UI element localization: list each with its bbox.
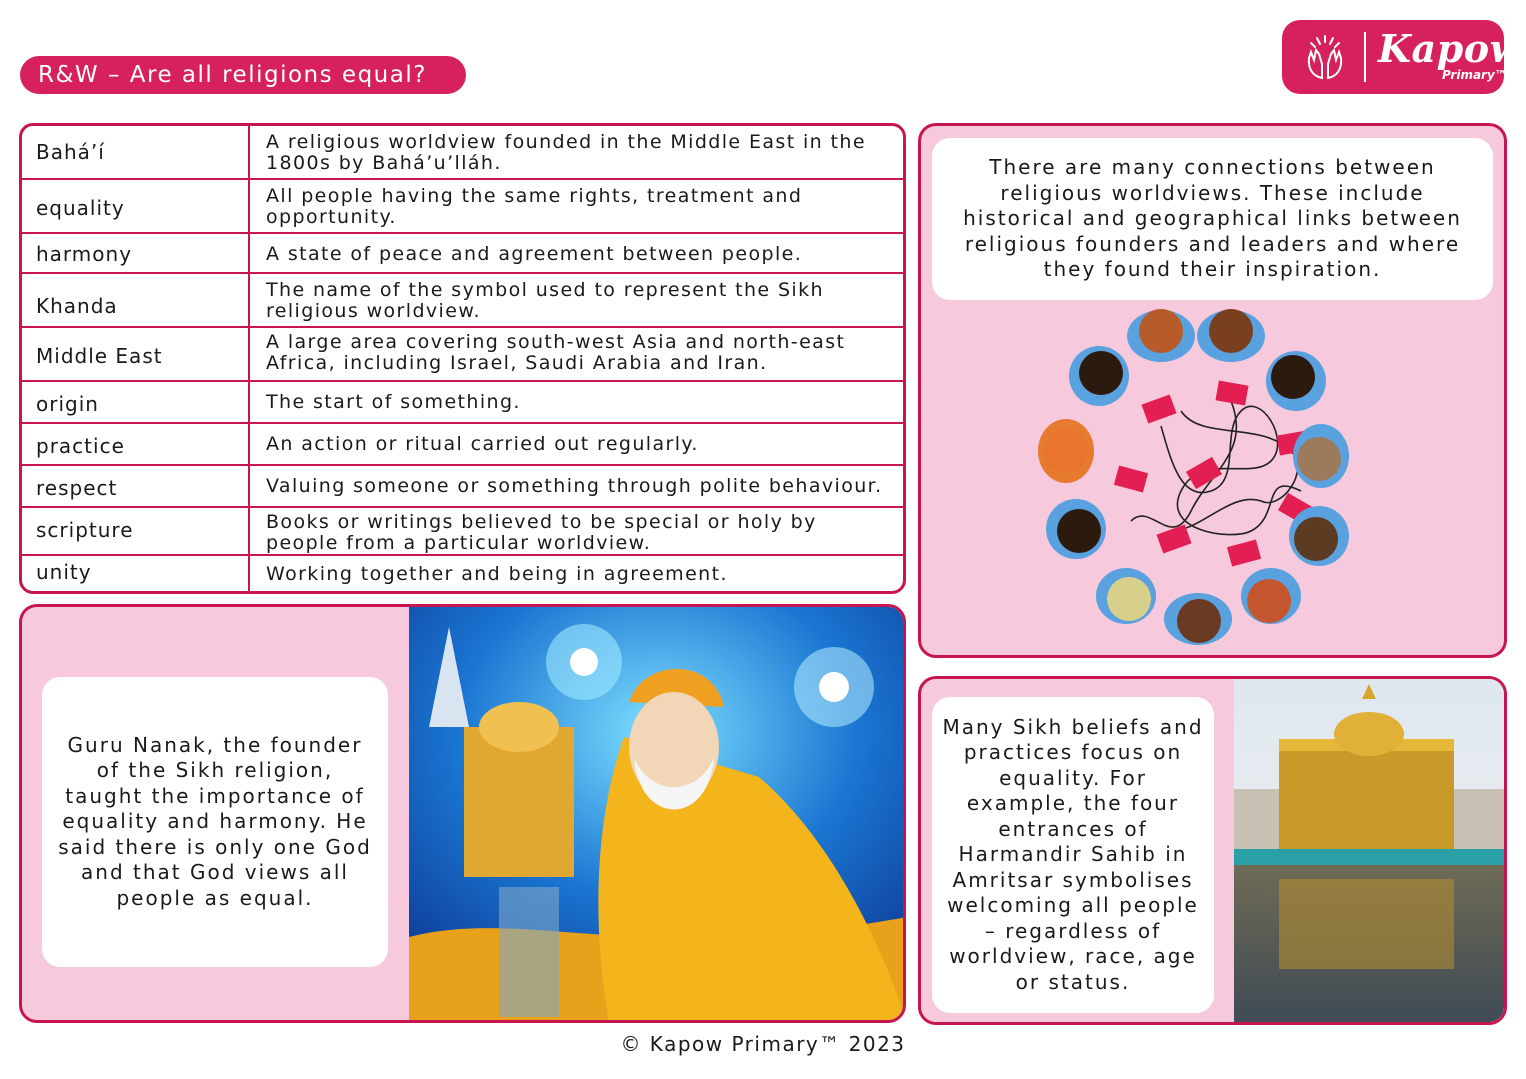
table-row xyxy=(22,554,903,594)
glossary-term: harmony xyxy=(36,242,133,266)
people-circle-illustration xyxy=(1031,301,1401,646)
glossary-term: origin xyxy=(36,392,99,416)
glossary-term: Middle East xyxy=(36,344,163,368)
logo-divider xyxy=(1364,32,1366,82)
glossary-definition: All people having the same rights, treatment and opportunity. xyxy=(266,185,803,228)
connections-text: There are many connections between religious worldviews. These include historical and geographical links between religious founders and leaders and where they found their inspiration. xyxy=(932,138,1493,300)
glossary-definition: A state of peace and agreement between people. xyxy=(266,243,803,265)
table-row xyxy=(22,126,903,180)
glossary-definition: Books or writings believed to be special or holy by people from a particular worldview. xyxy=(266,511,817,554)
logo-wordmark: Kapow xyxy=(1378,26,1523,71)
harmandir-sahib-photo xyxy=(1234,679,1507,1025)
table-row xyxy=(22,422,903,464)
glossary-term: Bahá’í xyxy=(36,140,105,164)
glossary-definition: Valuing someone or something through polite behaviour. xyxy=(266,475,883,497)
glossary-term: Khanda xyxy=(36,294,118,318)
glossary-term: respect xyxy=(36,476,118,500)
glossary-definition: Working together and being in agreement. xyxy=(266,563,728,585)
glossary-definition: A religious worldview founded in the Middle East in the 1800s by Bahá’u’lláh. xyxy=(266,131,866,174)
table-row xyxy=(22,464,903,506)
table-row xyxy=(22,272,903,328)
guru-nanak-text: Guru Nanak, the founder of the Sikh religion, taught the importance of equality and harmony. He said there is only one God and that God views all people as equal. xyxy=(42,677,388,967)
connections-panel xyxy=(918,123,1507,658)
logo-subtitle: Primary™ xyxy=(1442,68,1507,82)
table-row xyxy=(22,380,903,422)
table-row xyxy=(22,506,903,556)
table-row xyxy=(22,232,903,274)
glossary-term: equality xyxy=(36,196,125,220)
glossary-term: practice xyxy=(36,434,125,458)
sikh-equality-panel xyxy=(918,676,1507,1025)
glossary-term: unity xyxy=(36,560,92,584)
copyright-footer: © Kapow Primary™ 2023 xyxy=(620,1032,906,1056)
kapow-logo xyxy=(1282,20,1523,94)
guru-nanak-illustration xyxy=(409,607,906,1023)
glossary-definition: An action or ritual carried out regularly. xyxy=(266,433,699,455)
glossary-definition: The start of something. xyxy=(266,391,521,413)
table-row xyxy=(22,178,903,234)
glossary-definition: A large area covering south-west Asia and north-east Africa, including Israel, Saudi Arabia and Iran. xyxy=(266,331,846,374)
page-title: R&W – Are all religions equal? xyxy=(20,56,466,94)
guru-nanak-panel xyxy=(19,604,906,1023)
glossary-definition: The name of the symbol used to represent the Sikh religious worldview. xyxy=(266,279,824,322)
praying-hands-icon xyxy=(1300,32,1350,82)
sikh-equality-text: Many Sikh beliefs and practices focus on equality. For example, the four entrances of Harmandir Sahib in Amritsar symbolises welcoming all people – regardless of worldview, race, age or status. xyxy=(932,697,1214,1013)
table-row xyxy=(22,326,903,382)
glossary-table xyxy=(19,123,906,594)
glossary-term: scripture xyxy=(36,518,134,542)
